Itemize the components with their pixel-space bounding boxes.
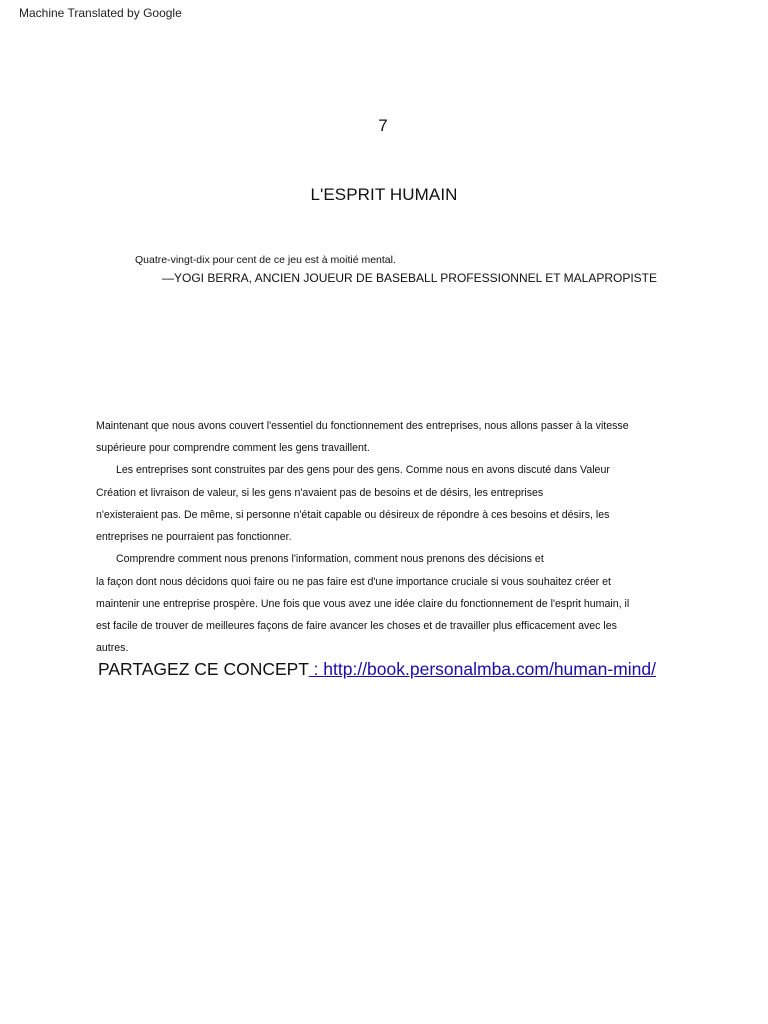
body-line: entreprises ne pourraient pas fonctionner. (96, 531, 292, 543)
share-label: PARTAGEZ CE CONCEPT (98, 659, 309, 679)
body-line: est facile de trouver de meilleures façons de faire avancer les choses et de travailler plus efficacement avec les (96, 620, 617, 632)
epigraph-quote: Quatre-vingt-dix pour cent de ce jeu est à moitié mental. (135, 254, 396, 266)
body-line: supérieure pour comprendre comment les gens travaillent. (96, 442, 370, 454)
body-line: maintenir une entreprise prospère. Une fois que vous avez une idée claire du fonctionnement de l'esprit humain, il (96, 598, 630, 610)
body-line: Création et livraison de valeur, si les gens n'avaient pas de besoins et de désirs, les entreprises (96, 487, 544, 499)
body-line: Maintenant que nous avons couvert l'essentiel du fonctionnement des entreprises, nous allons passer à la vitesse (96, 420, 629, 432)
body-line: n'existeraient pas. De même, si personne n'était capable ou désireux de répondre à ces besoins et désirs, les (96, 509, 610, 521)
epigraph-attribution: —YOGI BERRA, ANCIEN JOUEUR DE BASEBALL PROFESSIONNEL ET MALAPROPISTE (162, 271, 658, 285)
chapter-title: L'ESPRIT HUMAIN (310, 185, 458, 204)
body-line: la façon dont nous décidons quoi faire ou ne pas faire est d'une importance cruciale si vous souhaitez créer et (96, 576, 611, 588)
share-concept-line (98, 659, 656, 680)
body-line: autres. (96, 642, 129, 654)
share-link-separator[interactable]: : (308, 659, 324, 679)
body-line: Comprendre comment nous prenons l'information, comment nous prenons des décisions et (116, 553, 544, 565)
body-line: Les entreprises sont construites par des gens pour des gens. Comme nous en avons discuté dans Valeur (116, 464, 610, 476)
machine-translation-banner: Machine Translated by Google (19, 6, 182, 20)
chapter-number: 7 (378, 116, 388, 135)
share-concept-link[interactable]: http://book.personalmba.com/human-mind/ (323, 659, 656, 679)
